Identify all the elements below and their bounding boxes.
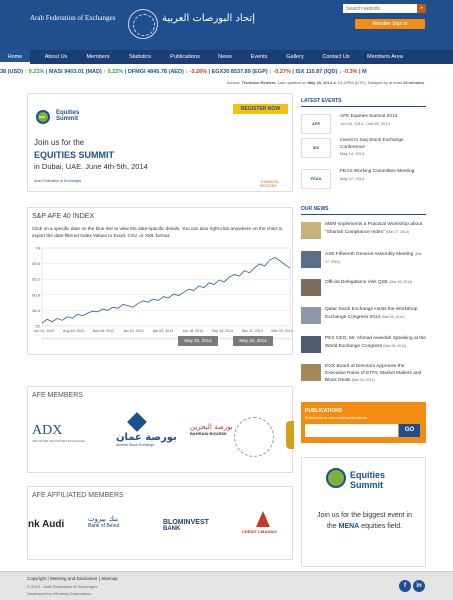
nav-item-members[interactable]: Members <box>86 54 110 60</box>
ticker-item[interactable]: M <box>362 69 367 75</box>
banner-line-2: EQUITIES SUMMIT <box>34 150 115 160</box>
index-box-title: S&P AFE 40 INDEX <box>32 213 95 220</box>
news-thumb <box>301 307 321 324</box>
subscribe-go-button[interactable]: GO <box>399 424 420 437</box>
side-ad-brand: Equities Summit <box>350 470 386 490</box>
afe-logo-label: AFE <box>39 115 45 119</box>
news-item[interactable]: Official Delegations Visit QSE (Mar 26, 2014) <box>301 279 426 299</box>
range-start-handle[interactable]: May 30, 2012 <box>178 336 218 346</box>
nav-item-home[interactable]: Home <box>0 50 30 64</box>
facebook-icon[interactable]: f <box>399 580 411 592</box>
y-tick-label: 52 <box>35 323 40 329</box>
nav-item-gallery[interactable]: Gallery <box>286 54 304 60</box>
afe-members-box <box>27 386 293 473</box>
footer-links[interactable]: Copyright | Warning and Disclaimer | Sitemap <box>27 576 118 581</box>
news-item[interactable]: EGX Board of Directors Approves the Executive Rules of ETFs, Market Makers and Block Deals (Mar 24, 2014) <box>301 364 426 392</box>
nav-item-events[interactable]: Events <box>250 54 268 60</box>
sp-afe-40-index-box <box>27 207 293 355</box>
banner-afe-credit: Arab Federation of Exchanges <box>34 179 82 183</box>
divider <box>301 214 426 215</box>
x-tick-label: Apr 04, 2013 <box>152 329 174 333</box>
latest-events-heading: LATEST EVENTS <box>301 98 342 104</box>
site-footer <box>0 571 453 600</box>
event-title: Invest In Iraq Stock Exchange Conference May 14, 2014 <box>340 138 404 156</box>
x-tick-label: Jun 02, 2012 <box>33 329 55 333</box>
affiliate-logo-credit-libanais[interactable]: CRÉDIT LIBANAIS <box>242 511 277 534</box>
search-submit-button[interactable]: » <box>417 4 426 13</box>
afe-affiliated-members-box <box>27 486 293 560</box>
ticker-item[interactable]: MASI 9403.01 (MAD) ↑ 0.22% <box>48 69 124 75</box>
y-tick-label: 65.2 <box>32 276 40 282</box>
affiliated-heading: AFE AFFILIATED MEMBERS <box>32 492 124 499</box>
event-title: AFE Equities Summit 2014 Jun 04, 2014 - Jun 05, 2014 <box>340 114 398 126</box>
divider <box>301 106 426 107</box>
x-tick-label: Jan 19, 2013 <box>122 329 144 333</box>
affiliate-logo-bank-of-beirut[interactable]: بنك بيروت Bank of Beirut <box>88 515 120 529</box>
equities-summit-side-ad[interactable] <box>301 457 426 567</box>
nav-item-publications[interactable]: Publications <box>170 54 200 60</box>
news-item[interactable]: PEX CEO, Mr. Ahmad Aweidah Speaking at the World Exchange Congress (Mar 26, 2014) <box>301 336 426 358</box>
banner-line-3: in Dubai, UAE. June 4th-5th, 2014 <box>34 162 148 171</box>
index-ticker: 38 (USD) ↑ 0.21% | MASI 9403.01 (MAD) ↑ 0.22% | DFMGI 4845.78 (AED) ↓ -3.26% | EGX30 8537.89 (EGP) ↓ -0.27% | ISX 110.87 (IQD) ↓ -0.3% | M <box>0 69 367 75</box>
x-tick-label: Sep 13, 2013 <box>211 329 234 333</box>
event-thumb: AFE <box>301 114 331 134</box>
publications-subtitle: Subscribe to our email publications <box>305 415 368 420</box>
seal-emblem-icon[interactable] <box>128 9 158 39</box>
banner-thomson-reuters: THOMSON REUTERS <box>260 180 278 188</box>
members-heading: AFE MEMBERS <box>32 392 83 399</box>
nav-item-members-area[interactable]: Members Area <box>367 54 403 60</box>
affiliate-logo-blominvest[interactable]: BLOMINVEST BANK <box>163 519 209 532</box>
event-title: FEAS Working Committee Meeting May 07, 2014 <box>340 169 415 181</box>
event-item[interactable] <box>301 169 426 197</box>
banner-brand: Equities Summit <box>56 110 80 122</box>
news-item[interactable]: ASE Fifteenth General Assembly Meeting (Mar 27, 2014) <box>301 251 426 271</box>
plot-area <box>42 248 290 326</box>
data-source-note: Source: Thomson Reuters. Last updated on May 20, 2014 at 13:12PM (UTC). Delayed by at least 15 minutes. <box>226 80 425 85</box>
site-header <box>0 0 453 50</box>
member-logo-partial[interactable] <box>286 421 294 449</box>
range-end-handle[interactable]: May 16, 2014 <box>233 336 273 346</box>
x-tick-label: Aug 16, 2012 <box>63 329 85 333</box>
member-logo-seal-icon[interactable] <box>234 417 274 457</box>
side-ad-text: Join us for the biggest event in the MENA equities field. <box>317 512 412 530</box>
y-tick-label: 69.6 <box>32 261 40 267</box>
linkedin-icon[interactable]: in <box>413 580 425 592</box>
equities-summit-banner[interactable] <box>27 93 293 192</box>
news-thumb <box>301 279 321 296</box>
news-item[interactable]: MSM Implements a Practical Workshop about "Shariah Compliance Index" (Mar 27, 2014) <box>301 222 426 246</box>
event-thumb: FEAS <box>301 169 331 189</box>
news-thumb <box>301 336 321 353</box>
y-tick-label: 56.4 <box>32 307 40 313</box>
nav-item-news[interactable]: News <box>218 54 232 60</box>
main-nav <box>0 50 453 64</box>
footer-copyright: © 2013 - Arab Federation of Exchanges <box>27 584 98 589</box>
news-thumb <box>301 251 321 268</box>
publications-title: PUBLICATIONS <box>305 408 343 414</box>
y-tick-label: 60.8 <box>32 292 40 298</box>
y-tick-label: 74 <box>35 245 40 251</box>
ticker-item[interactable]: 38 (USD) ↑ 0.21% <box>0 69 45 75</box>
subscribe-email-input[interactable] <box>305 424 398 437</box>
our-news-heading: OUR NEWS <box>301 206 329 212</box>
event-item[interactable] <box>301 114 426 136</box>
nav-item-about[interactable]: About Us <box>44 54 68 60</box>
logo-text-en[interactable]: Arab Federation of Exchanges <box>30 14 116 22</box>
news-thumb <box>301 222 321 239</box>
search-input[interactable] <box>343 4 417 13</box>
logo-text-ar[interactable]: إتحاد البورصات العربية <box>162 13 255 24</box>
event-thumb: ISX <box>301 138 331 158</box>
affiliate-logo-audi[interactable]: nk Audi <box>28 519 65 530</box>
x-tick-label: Jun 18, 2013 <box>182 329 204 333</box>
index-box-description: Click on a specific date on the blue line to view the date-specific details. You can also right-click anywhere on the chart to export the date-filtered Index Values to Excel, CSV, or XML format. <box>32 226 283 238</box>
member-logo-bahrain[interactable]: بورصة البحرين BAHRAIN BOURSE <box>190 423 233 436</box>
member-logo-amman[interactable]: بورصة عمان Amman Stock Exchange <box>116 415 177 447</box>
member-logo-adx[interactable]: ADX ABU DHABI SECURITIES EXCHANGE <box>32 423 85 443</box>
register-now-button[interactable]: REGISTER NOW <box>233 104 288 114</box>
banner-line-1: Join us for the <box>34 138 85 147</box>
nav-item-statistics[interactable]: Statistics <box>128 54 151 60</box>
publications-subscribe-box <box>301 402 426 443</box>
ticker-item[interactable]: DFMGI 4845.78 (AED) ↓ -3.26% <box>127 69 208 75</box>
footer-developer: Developed by eSharing Corporation <box>27 591 91 596</box>
ticker-item[interactable]: EGX30 8537.89 (EGP) ↓ -0.27% <box>211 69 291 75</box>
nav-item-contact[interactable]: Contact Us <box>322 54 350 60</box>
news-item[interactable]: Qatar Stock Exchange Hosts the Workshop Exchange Congress 2014 (Mar 26, 2014) <box>301 307 426 329</box>
event-item[interactable] <box>301 138 426 166</box>
amman-emblem-icon <box>127 412 147 432</box>
member-signin-button[interactable]: Member Sign in <box>355 19 425 29</box>
ticker-item[interactable]: ISX 110.87 (IQD) ↓ -0.3% <box>295 69 358 75</box>
cedar-icon <box>256 511 270 527</box>
x-tick-label: Dec 11, 2013 <box>241 329 263 333</box>
index-line-chart[interactable] <box>28 244 294 340</box>
x-tick-label: Mar 09, 2014 <box>271 329 293 333</box>
x-tick-label: Nov 05, 2012 <box>92 329 115 333</box>
news-thumb <box>301 364 321 381</box>
afe-logo-icon <box>326 468 346 488</box>
